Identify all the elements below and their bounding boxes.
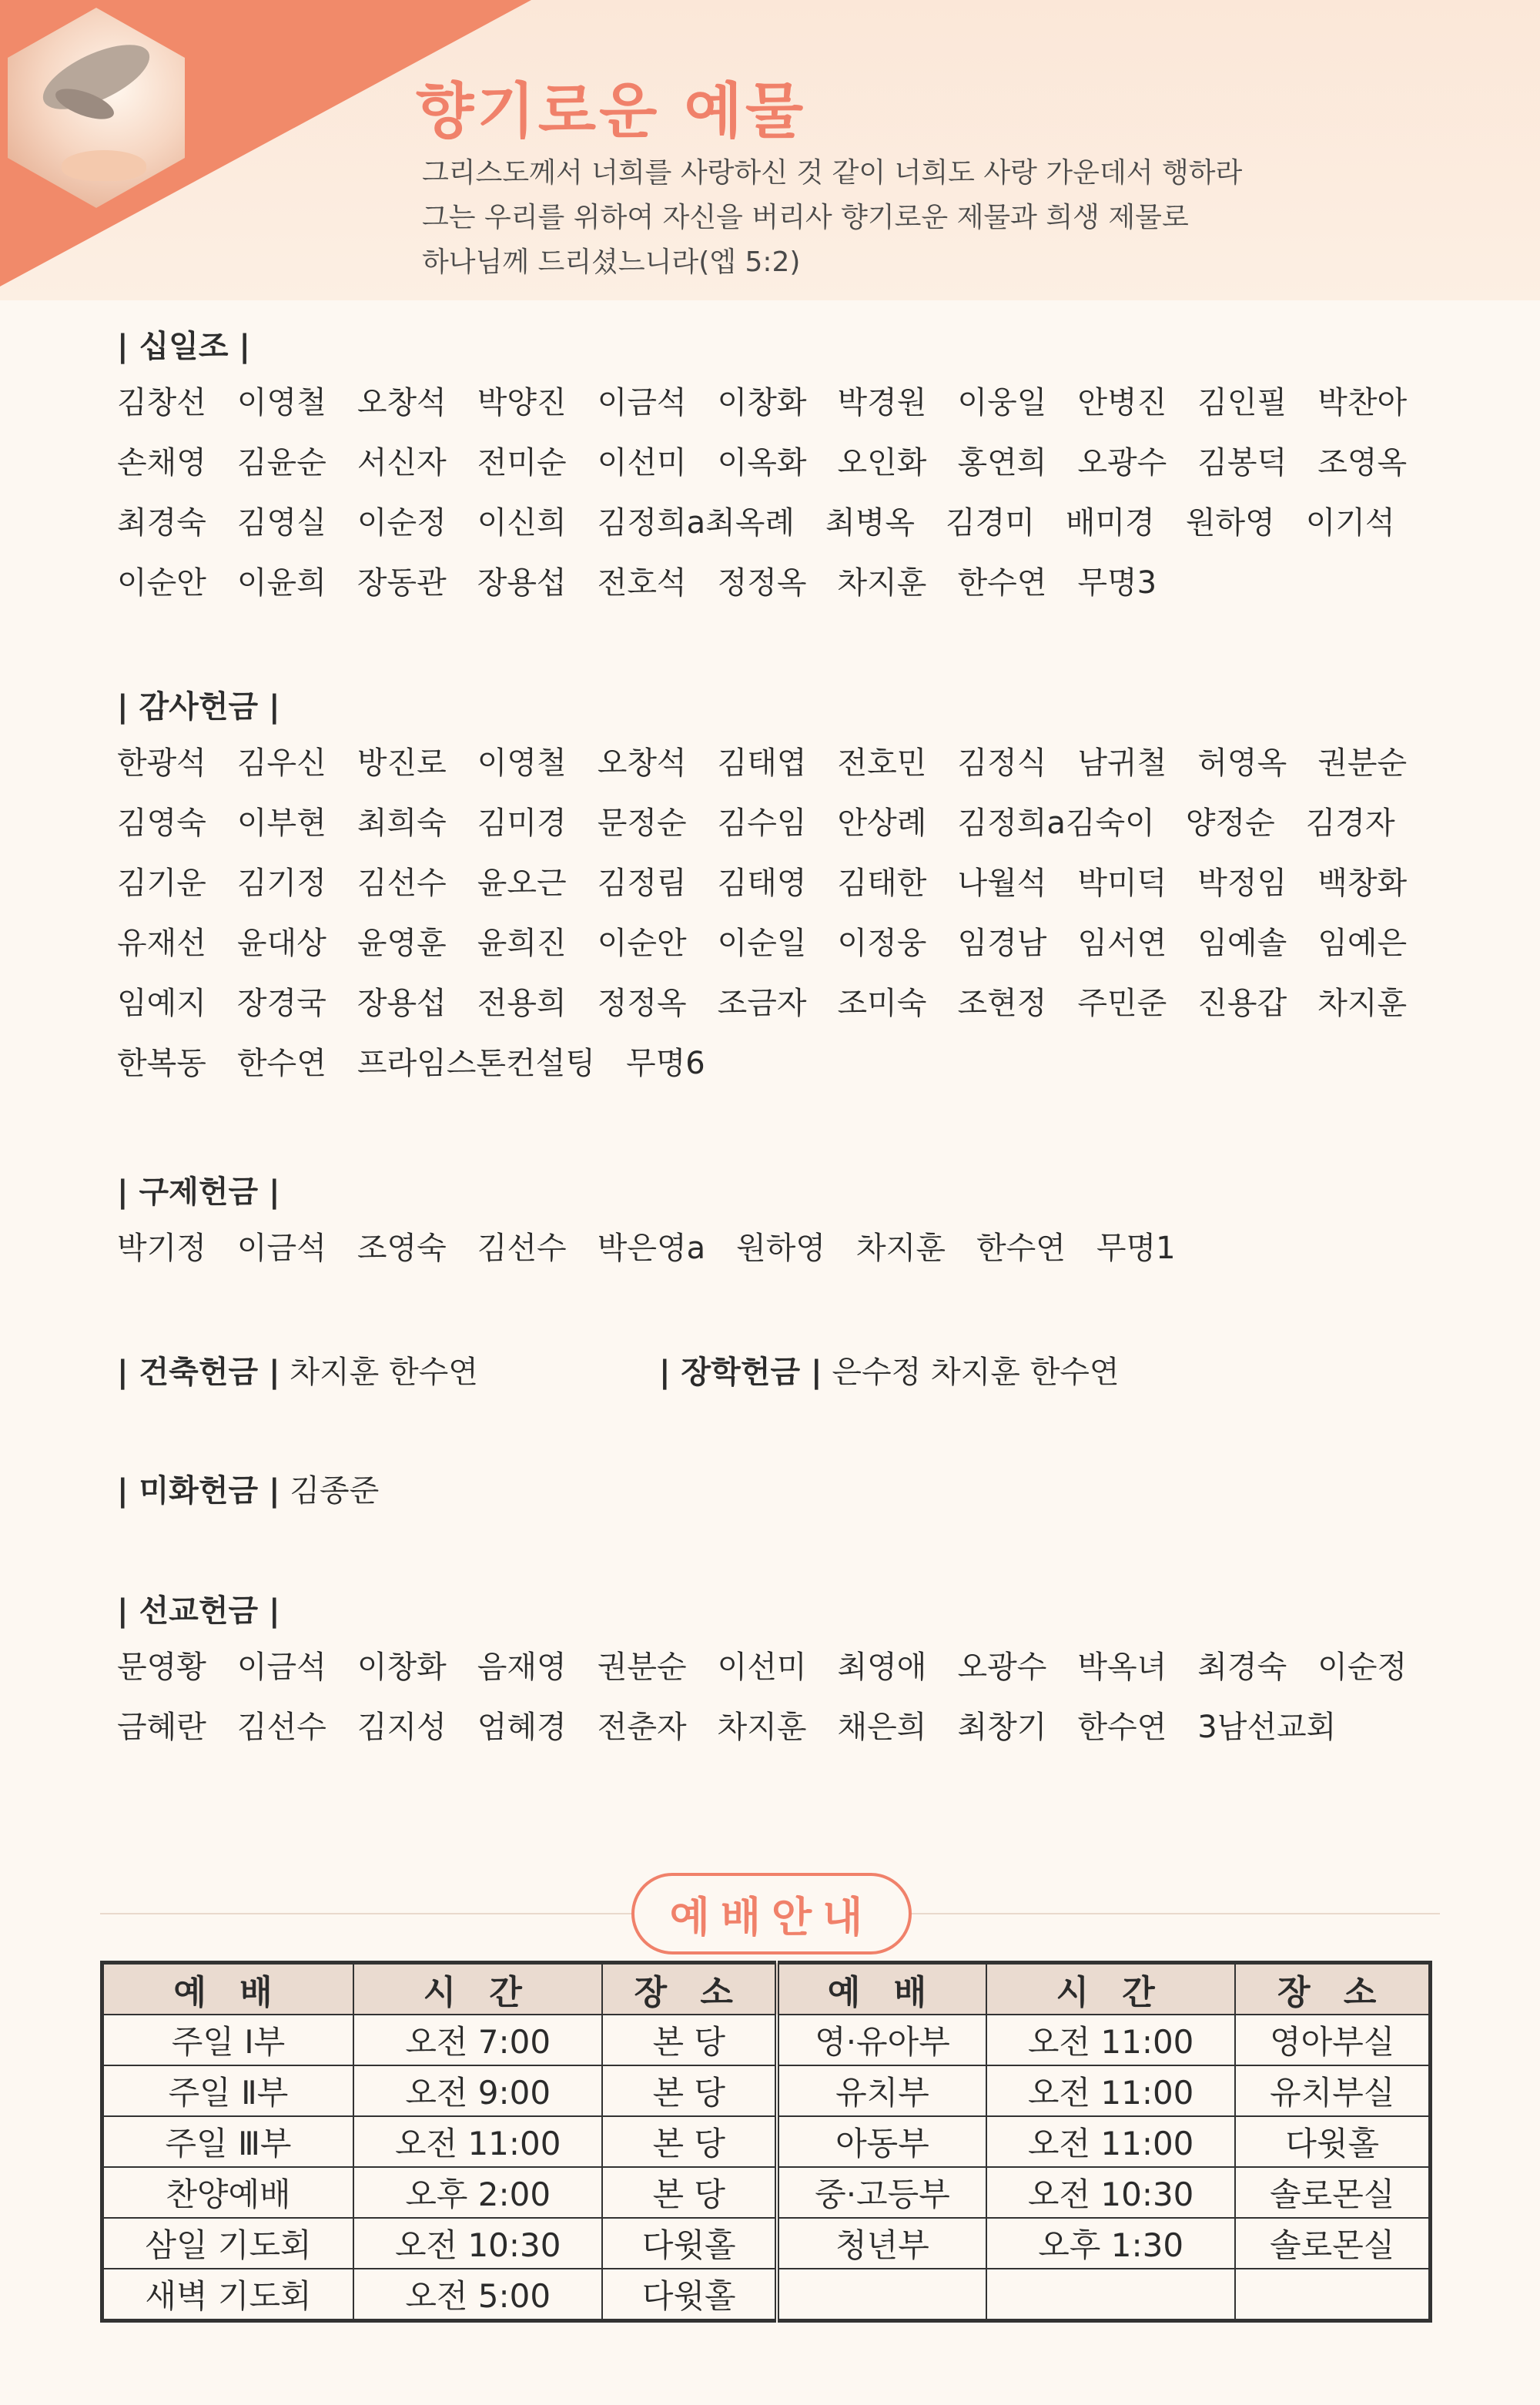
donor-name: 한수연 [1077,1710,1167,1745]
donor-name: 한수연 [957,565,1047,601]
table-cell: 찬양예배 [102,2167,353,2218]
table-cell: 오전 11:00 [353,2116,603,2167]
donor-name: 금혜란 [117,1710,206,1745]
donor-name: 전미순 [477,445,567,481]
name-list [117,1637,1441,1757]
donor-name: 이창화 [357,1650,447,1685]
column-header: 예 배 [102,1963,353,2015]
verse-line: 그는 우리를 위하여 자신을 버리사 향기로운 제물과 희생 제물로 [422,202,1189,233]
donor-name: 임예솔 [1197,926,1287,961]
donor-name: 김선수 [357,866,447,901]
table-cell: 새벽 기도회 [102,2269,353,2321]
column-header: 시 간 [353,1963,603,2015]
donor-name: 진용갑 [1197,986,1287,1021]
name-list [117,733,1441,1094]
donor-name: 박기정 [117,1231,206,1266]
column-header: 장 소 [1235,1963,1430,2015]
donor-name: 엄혜경 [477,1710,567,1745]
table-header-row [102,1963,1431,2015]
donor-name: 전용희 [477,986,567,1021]
donor-name: 김태한 [837,866,927,901]
beautify-offering-label: | 미화헌금 | [117,1473,280,1509]
table-cell: 영·유아부 [777,2015,986,2065]
table-cell: 오전 7:00 [353,2015,603,2065]
donor-name: 배미경 [1065,505,1155,541]
donor-name: 양정순 [1185,806,1275,841]
donor-name: 이순정 [357,505,447,541]
table-cell: 본 당 [602,2116,777,2167]
table-cell: 솔로몬실 [1235,2167,1430,2218]
donor-name: 김정림 [597,866,687,901]
donor-name: 김정희a김숙이 [957,806,1155,841]
table-cell: 영아부실 [1235,2015,1430,2065]
donor-name: 박옥녀 [1077,1650,1167,1685]
donor-name: 프라임스톤컨설팅 [357,1046,595,1081]
beautify-offering-names: 김종준 [290,1473,380,1509]
table-cell: 본 당 [602,2015,777,2065]
table-row [102,2065,1431,2116]
donor-name: 박경원 [837,385,927,420]
donor-name: 김지성 [357,1710,447,1745]
table-cell: 주일 Ⅲ부 [102,2116,353,2167]
donor-name: 이금석 [236,1650,326,1685]
donor-name: 이순안 [597,926,687,961]
donor-name: 전호민 [837,745,927,781]
donor-name: 김수임 [717,806,807,841]
donor-name: 김영실 [236,505,326,541]
donor-name: 장용섭 [357,986,447,1021]
donor-name: 최병옥 [825,505,915,541]
donor-name: 서신자 [357,445,447,481]
donor-name: 이정웅 [837,926,927,961]
table-cell [777,2269,986,2321]
donor-name: 박미덕 [1077,866,1167,901]
donor-name: 김정희a최옥례 [597,505,795,541]
donor-name: 무명1 [1096,1231,1176,1266]
name-list [117,1218,1441,1278]
table-cell: 청년부 [777,2218,986,2269]
table-cell: 오전 9:00 [353,2065,603,2116]
table-cell [1235,2269,1430,2321]
relief-offering-section [117,1169,1441,1278]
building-offering-label: | 건축헌금 | [117,1355,280,1390]
table-cell: 유치부 [777,2065,986,2116]
donor-name: 김선수 [477,1231,567,1266]
donor-name: 김기운 [117,866,206,901]
donor-name: 조영옥 [1317,445,1408,481]
donor-name: 원하영 [736,1231,826,1266]
table-cell: 오전 10:30 [353,2218,603,2269]
table-cell: 솔로몬실 [1235,2218,1430,2269]
donor-name: 윤대상 [236,926,326,961]
donor-name: 임경남 [957,926,1047,961]
donor-name: 안상례 [837,806,927,841]
donor-name: 이금석 [597,385,687,420]
worship-schedule-table [100,1961,1432,2323]
donor-name: 정정옥 [597,986,687,1021]
donor-name: 유재선 [117,926,206,961]
scholarship-offering-row [659,1349,1120,1395]
thanks-offering-section [117,684,1441,1094]
table-cell: 아동부 [777,2116,986,2167]
donor-name: 안병진 [1077,385,1167,420]
donor-name: 이창화 [717,385,807,420]
donor-name: 김태영 [717,866,807,901]
table-row [102,2269,1431,2321]
donor-name: 임서연 [1077,926,1167,961]
donor-name: 무명3 [1077,565,1157,601]
verse-line: 하나님께 드리셨느니라(엡 5:2) [422,246,801,278]
mission-offering-section [117,1588,1441,1757]
donor-name: 박은영a [597,1231,706,1266]
donor-name: 김기정 [236,866,326,901]
donor-name: 이웅일 [957,385,1047,420]
donor-name: 음재영 [477,1650,567,1685]
donor-name: 김창선 [117,385,206,420]
donor-name: 이윤희 [236,565,326,601]
donor-name: 이영철 [236,385,326,420]
donor-name: 이순안 [117,565,206,601]
table-cell: 본 당 [602,2065,777,2116]
donor-name: 윤희진 [477,926,567,961]
donor-name: 남귀철 [1077,745,1167,781]
table-row [102,2218,1431,2269]
donor-name: 이금석 [236,1231,326,1266]
donor-name: 이선미 [717,1650,807,1685]
donor-name: 김윤순 [236,445,326,481]
table-cell: 주일 Ⅱ부 [102,2065,353,2116]
table-cell: 다윗홀 [602,2269,777,2321]
scholarship-offering-names: 은수정 차지훈 한수연 [832,1355,1120,1390]
donor-name: 차지훈 [1317,986,1408,1021]
donor-name: 박정임 [1197,866,1287,901]
donor-name: 임예은 [1317,926,1408,961]
donor-name: 이선미 [597,445,687,481]
table-cell: 오전 11:00 [986,2065,1236,2116]
table-cell: 오전 5:00 [353,2269,603,2321]
donor-name: 나월석 [957,866,1047,901]
donor-name: 백창화 [1317,866,1408,901]
table-cell: 주일 Ⅰ부 [102,2015,353,2065]
table-cell: 오전 11:00 [986,2116,1236,2167]
donor-name: 김경자 [1305,806,1395,841]
table-cell: 오전 10:30 [986,2167,1236,2218]
donor-name: 최경숙 [117,505,206,541]
donor-name: 허영옥 [1197,745,1287,781]
donor-name: 조금자 [717,986,807,1021]
worship-guide-title: 예배안내 [631,1873,912,1954]
donor-name: 임예지 [117,986,206,1021]
donor-name: 장동관 [357,565,447,601]
donor-name: 주민준 [1077,986,1167,1021]
donor-name: 김정식 [957,745,1047,781]
donor-name: 이순정 [1317,1650,1408,1685]
section-title: | 십일조 | [117,329,250,364]
donor-name: 조영숙 [357,1231,447,1266]
donor-name: 조현정 [957,986,1047,1021]
donor-name: 전호석 [597,565,687,601]
donor-name: 차지훈 [856,1231,946,1266]
donor-name: 한복동 [117,1046,206,1081]
donor-name: 박찬아 [1317,385,1408,420]
donor-name: 최희숙 [357,806,447,841]
donor-name: 이신희 [477,505,567,541]
donor-name: 이영철 [477,745,567,781]
section-title: | 선교헌금 | [117,1593,280,1629]
donor-name: 오창석 [597,745,687,781]
donor-name: 윤영훈 [357,926,447,961]
building-offering-names: 차지훈 한수연 [290,1355,478,1390]
donor-name: 홍연희 [957,445,1047,481]
verse-line: 그리스도께서 너희를 사랑하신 것 같이 너희도 사랑 가운데서 행하라 [422,157,1243,189]
donor-name: 방진로 [357,745,447,781]
table-cell [986,2269,1236,2321]
donor-name: 문영황 [117,1650,206,1685]
scholarship-offering-label: | 장학헌금 | [659,1355,822,1390]
donor-name: 문정순 [597,806,687,841]
donor-name: 오광수 [1077,445,1167,481]
table-cell: 오후 2:00 [353,2167,603,2218]
donor-name: 김태엽 [717,745,807,781]
donor-name: 김봉덕 [1197,445,1287,481]
table-cell: 삼일 기도회 [102,2218,353,2269]
donor-name: 김미경 [477,806,567,841]
table-cell: 오전 11:00 [986,2015,1236,2065]
tithe-section [117,323,1441,613]
donor-name: 이기석 [1305,505,1395,541]
table-row [102,2167,1431,2218]
section-title: | 구제헌금 | [117,1174,280,1210]
donor-name: 오인화 [837,445,927,481]
donor-name: 김우신 [236,745,326,781]
donor-name: 박양진 [477,385,567,420]
table-row [102,2116,1431,2167]
donor-name: 차지훈 [837,565,927,601]
donor-name: 이옥화 [717,445,807,481]
column-header: 시 간 [986,1963,1236,2015]
donor-name: 김경미 [945,505,1035,541]
donor-name: 손채영 [117,445,206,481]
donor-name: 정정옥 [717,565,807,601]
donor-name: 윤오근 [477,866,567,901]
open-hands-shape [62,150,146,181]
donor-name: 김영숙 [117,806,206,841]
header-banner [0,0,1540,300]
beautify-offering-row [117,1468,379,1514]
donor-name: 차지훈 [717,1710,807,1745]
donor-name: 최경숙 [1197,1650,1287,1685]
donor-name: 오창석 [357,385,447,420]
table-cell: 중·고등부 [777,2167,986,2218]
donor-name: 한수연 [236,1046,326,1081]
donor-name: 원하영 [1185,505,1275,541]
section-title: | 감사헌금 | [117,689,280,725]
page-title: 향기로운 예물 [416,77,807,146]
table-cell: 본 당 [602,2167,777,2218]
donor-name: 장용섭 [477,565,567,601]
donor-name: 최영애 [837,1650,927,1685]
column-header: 장 소 [602,1963,777,2015]
donor-name: 무명6 [625,1046,705,1081]
table-row [102,2015,1431,2065]
donor-name: 권분순 [597,1650,687,1685]
building-offering-row [117,1349,478,1395]
donor-name: 오광수 [957,1650,1047,1685]
bible-verse [422,151,1242,285]
donor-name: 한광석 [117,745,206,781]
column-header: 예 배 [777,1963,986,2015]
donor-name: 김인필 [1197,385,1287,420]
donor-name: 최창기 [957,1710,1047,1745]
table-cell: 다윗홀 [1235,2116,1430,2167]
name-list [117,373,1441,613]
donor-name: 이부현 [236,806,326,841]
donor-name: 이순일 [717,926,807,961]
donor-name: 김선수 [236,1710,326,1745]
table-cell: 오후 1:30 [986,2218,1236,2269]
donor-name: 권분순 [1317,745,1408,781]
donor-name: 3남선교회 [1197,1710,1337,1745]
donor-name: 채은희 [837,1710,927,1745]
donor-name: 한수연 [976,1231,1066,1266]
table-cell: 유치부실 [1235,2065,1430,2116]
table-cell: 다윗홀 [602,2218,777,2269]
donor-name: 장경국 [236,986,326,1021]
donor-name: 전춘자 [597,1710,687,1745]
donor-name: 조미숙 [837,986,927,1021]
